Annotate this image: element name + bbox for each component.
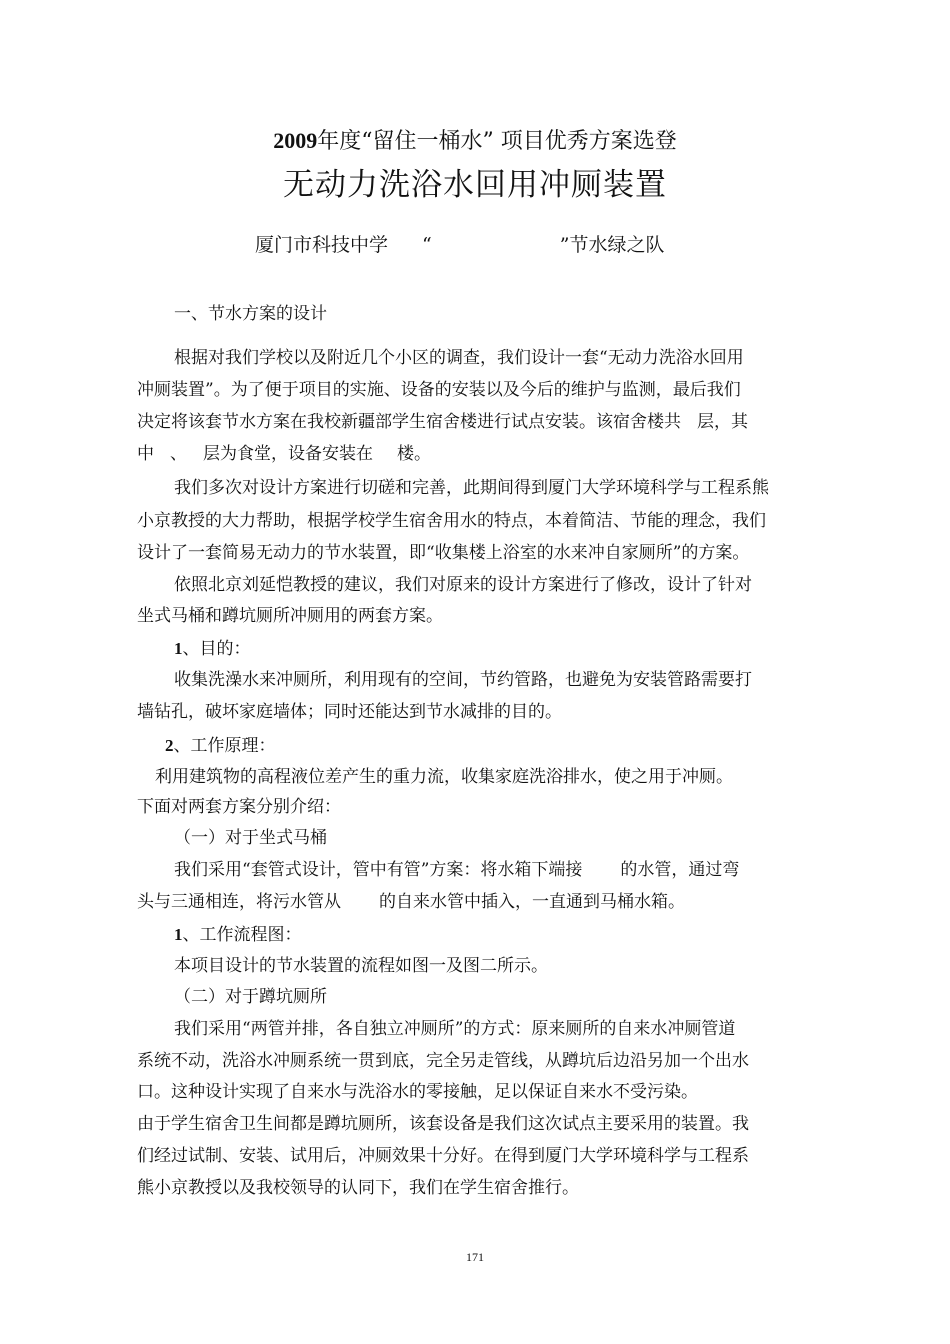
paragraph-line: 设计了一套简易无动力的节水装置，即“收集楼上浴室的水来冲自家厕所”的方案。: [137, 543, 750, 563]
subsection-heading: （一）对于坐式马桶: [174, 828, 327, 848]
main-title: 无动力洗浴水回用冲厕装置: [283, 167, 667, 203]
paragraph-line: 小京教授的大力帮助，根据学校学生宿舍用水的特点，本着简洁、节能的理念，我们: [137, 511, 766, 531]
subheading-purpose: 1、目的：: [174, 639, 251, 659]
section-heading: 一、节水方案的设计: [174, 304, 327, 324]
subsection-heading: （二）对于蹲坑厕所: [174, 987, 327, 1007]
paragraph-line: 口。这种设计实现了自来水与洗浴水的零接触，足以保证自来水不受污染。: [137, 1082, 698, 1102]
paragraph-line: 我们采用“套管式设计，管中有管”方案：将水箱下端接 的水管，通过弯: [174, 860, 740, 880]
paragraph-line: 冲厕装置”。为了便于项目的实施、设备的安装以及今后的维护与监测，最后我们: [137, 380, 741, 400]
paragraph-line: 中 、 层为食堂，设备安装在 楼。: [137, 444, 431, 464]
paragraph-line: 我们采用“两管并排，各自独立冲厕所”的方式：原来厕所的自来水冲厕管道: [174, 1019, 736, 1039]
team-quote-open: “: [422, 234, 432, 256]
paragraph-line: 利用建筑物的高程液位差产生的重力流，收集家庭洗浴排水，使之用于冲厕。: [155, 767, 733, 787]
paragraph-line: 决定将该套节水方案在我校新疆部学生宿舍楼进行试点安装。该宿舍楼共 层，其: [137, 412, 748, 432]
paragraph-line: 熊小京教授以及我校领导的认同下，我们在学生宿舍推行。: [137, 1178, 579, 1198]
paragraph-line: 墙钻孔，破坏家庭墙体；同时还能达到节水减排的目的。: [137, 702, 562, 722]
page-number: 171: [466, 1250, 484, 1264]
author-line: [255, 236, 664, 255]
paragraph-line: 根据对我们学校以及附近几个小区的调查，我们设计一套“无动力洗浴水回用: [174, 348, 744, 368]
paragraph-line: 由于学生宿舍卫生间都是蹲坑厕所，该套设备是我们这次试点主要采用的装置。我: [137, 1114, 749, 1134]
paragraph-line: 头与三通相连，将污水管从 的自来水管中插入，一直通到马桶水箱。: [137, 892, 685, 912]
paragraph-line: 本项目设计的节水装置的流程如图一及图二所示。: [174, 956, 548, 976]
paragraph-line: 收集洗澡水来冲厕所，利用现有的空间，节约管路，也避免为安装管路需要打: [174, 670, 752, 690]
school-name: 厦门市科技中学: [255, 234, 389, 256]
paragraph-line: 坐式马桶和蹲坑厕所冲厕用的两套方案。: [137, 606, 443, 626]
subheading-principle: 2、工作原理：: [165, 736, 276, 756]
heading-text: 年度“留住一桶水” 项目优秀方案选登: [317, 129, 677, 154]
paragraph-line: 系统不动，洗浴水冲厕系统一贯到底，完全另走管线，从蹲坑后边沿另加一个出水: [137, 1051, 749, 1071]
paragraph-line: 我们多次对设计方案进行切磋和完善，此期间得到厦门大学环境科学与工程系熊: [174, 478, 769, 498]
paragraph-line: 依照北京刘延恺教授的建议，我们对原来的设计方案进行了修改，设计了针对: [174, 575, 752, 595]
article-heading: [0, 130, 950, 153]
subheading-flow: 1、工作流程图：: [174, 925, 302, 945]
paragraph-line: 们经过试制、安装、试用后，冲厕效果十分好。在得到厦门大学环境科学与工程系: [137, 1146, 749, 1166]
team-name: ”节水绿之队: [559, 234, 665, 256]
heading-year: 2009: [273, 128, 318, 153]
paragraph-line: 下面对两套方案分别介绍：: [137, 797, 341, 817]
